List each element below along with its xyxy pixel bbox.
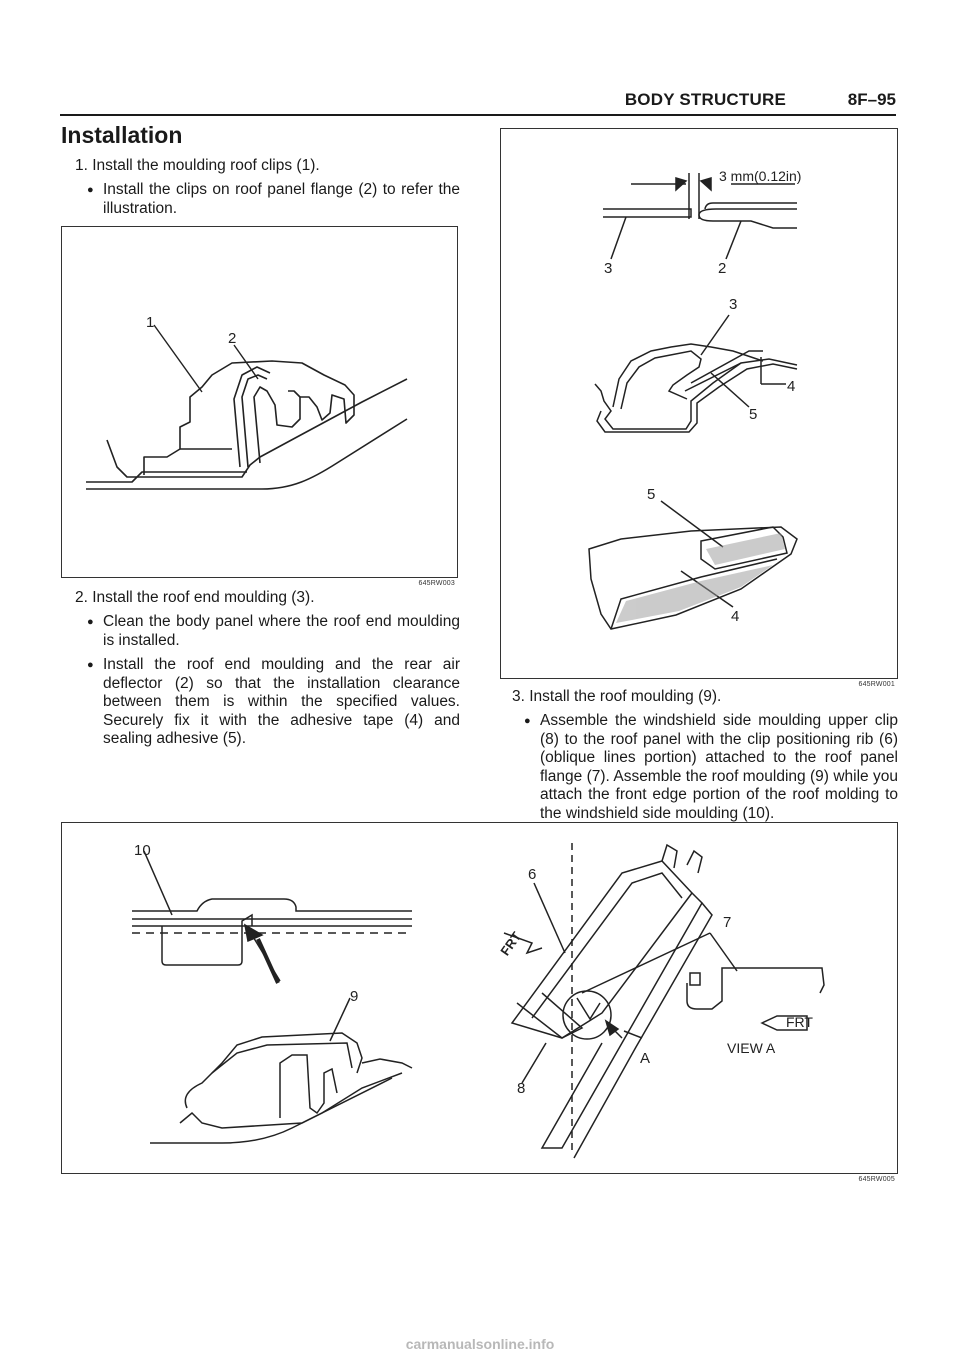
fig2-callout-3b: 3 xyxy=(729,296,738,313)
fig1-code: 645RW003 xyxy=(418,580,455,587)
fig3-callout-8: 8 xyxy=(517,1080,526,1097)
fig2-callout-4b: 4 xyxy=(731,608,740,625)
fig3-callout-9: 9 xyxy=(350,988,359,1005)
watermark: carmanualsonline.info xyxy=(405,1336,555,1352)
header-title: BODY STRUCTURE xyxy=(624,90,786,109)
fig3-callout-7: 7 xyxy=(723,914,732,931)
step-2-label: 2. Install the roof end moulding (3). xyxy=(75,589,315,606)
step-1-label: 1. Install the moulding roof clips (1). xyxy=(75,157,320,174)
fig3-frt-label-view: FRT xyxy=(786,1014,813,1030)
figure-roof-clips-drawing xyxy=(62,227,457,577)
fig2-callout-2: 2 xyxy=(718,260,727,277)
fig2-code: 645RW001 xyxy=(858,681,895,688)
step-2-bullet-1: ● Clean the body panel where the roof end moulding is installed. xyxy=(103,613,460,650)
fig2-callout-4a: 4 xyxy=(787,378,796,395)
figure-roof-end-moulding xyxy=(500,128,898,688)
fig3-callout-10: 10 xyxy=(134,842,151,859)
fig3-callout-A: A xyxy=(640,1050,651,1067)
fig1-callout-2: 2 xyxy=(228,330,237,347)
fig3-callout-6: 6 xyxy=(528,866,537,883)
figure-roof-moulding-drawing xyxy=(62,823,897,1173)
section-title: Installation xyxy=(61,122,183,148)
figure-roof-end-moulding-drawing xyxy=(501,129,897,678)
step-3-label: 3. Install the roof moulding (9). xyxy=(512,688,722,705)
fig2-dimension: 3 mm(0.12in) xyxy=(719,168,802,184)
fig2-callout-5a: 5 xyxy=(749,406,758,423)
figure-roof-moulding xyxy=(61,822,898,1183)
page-header xyxy=(60,86,896,116)
fig2-callout-3a: 3 xyxy=(604,260,613,277)
fig1-callout-1: 1 xyxy=(146,314,155,331)
figure-roof-clips xyxy=(61,226,458,587)
step-2-bullet-2: ● Install the roof end moulding and the rear air deflector (2) so that the installation clearance between them is within the specified values. Securely fix it with the adhesive tape (4) and sealing adhesive (5). xyxy=(103,656,460,749)
fig3-code: 645RW005 xyxy=(858,1176,895,1183)
fig3-frt-label: FRT xyxy=(497,929,525,959)
fig2-callout-5b: 5 xyxy=(647,486,656,503)
fig3-view-label: VIEW A xyxy=(727,1040,776,1056)
step-3-bullet-1: ● Assemble the windshield side moulding upper clip (8) to the roof panel with the clip positioning rib (6) (oblique lines portion) attached to the roof panel flange (7). Assemble the roof moulding (9) while you attach the front edge portion of the roof molding to the windshield side moulding (10). xyxy=(540,712,898,823)
header-page-number: 8F–95 xyxy=(847,90,896,109)
step-1-bullet-1: ● Install the clips on roof panel flange (2) to refer the illustration. xyxy=(103,181,460,218)
